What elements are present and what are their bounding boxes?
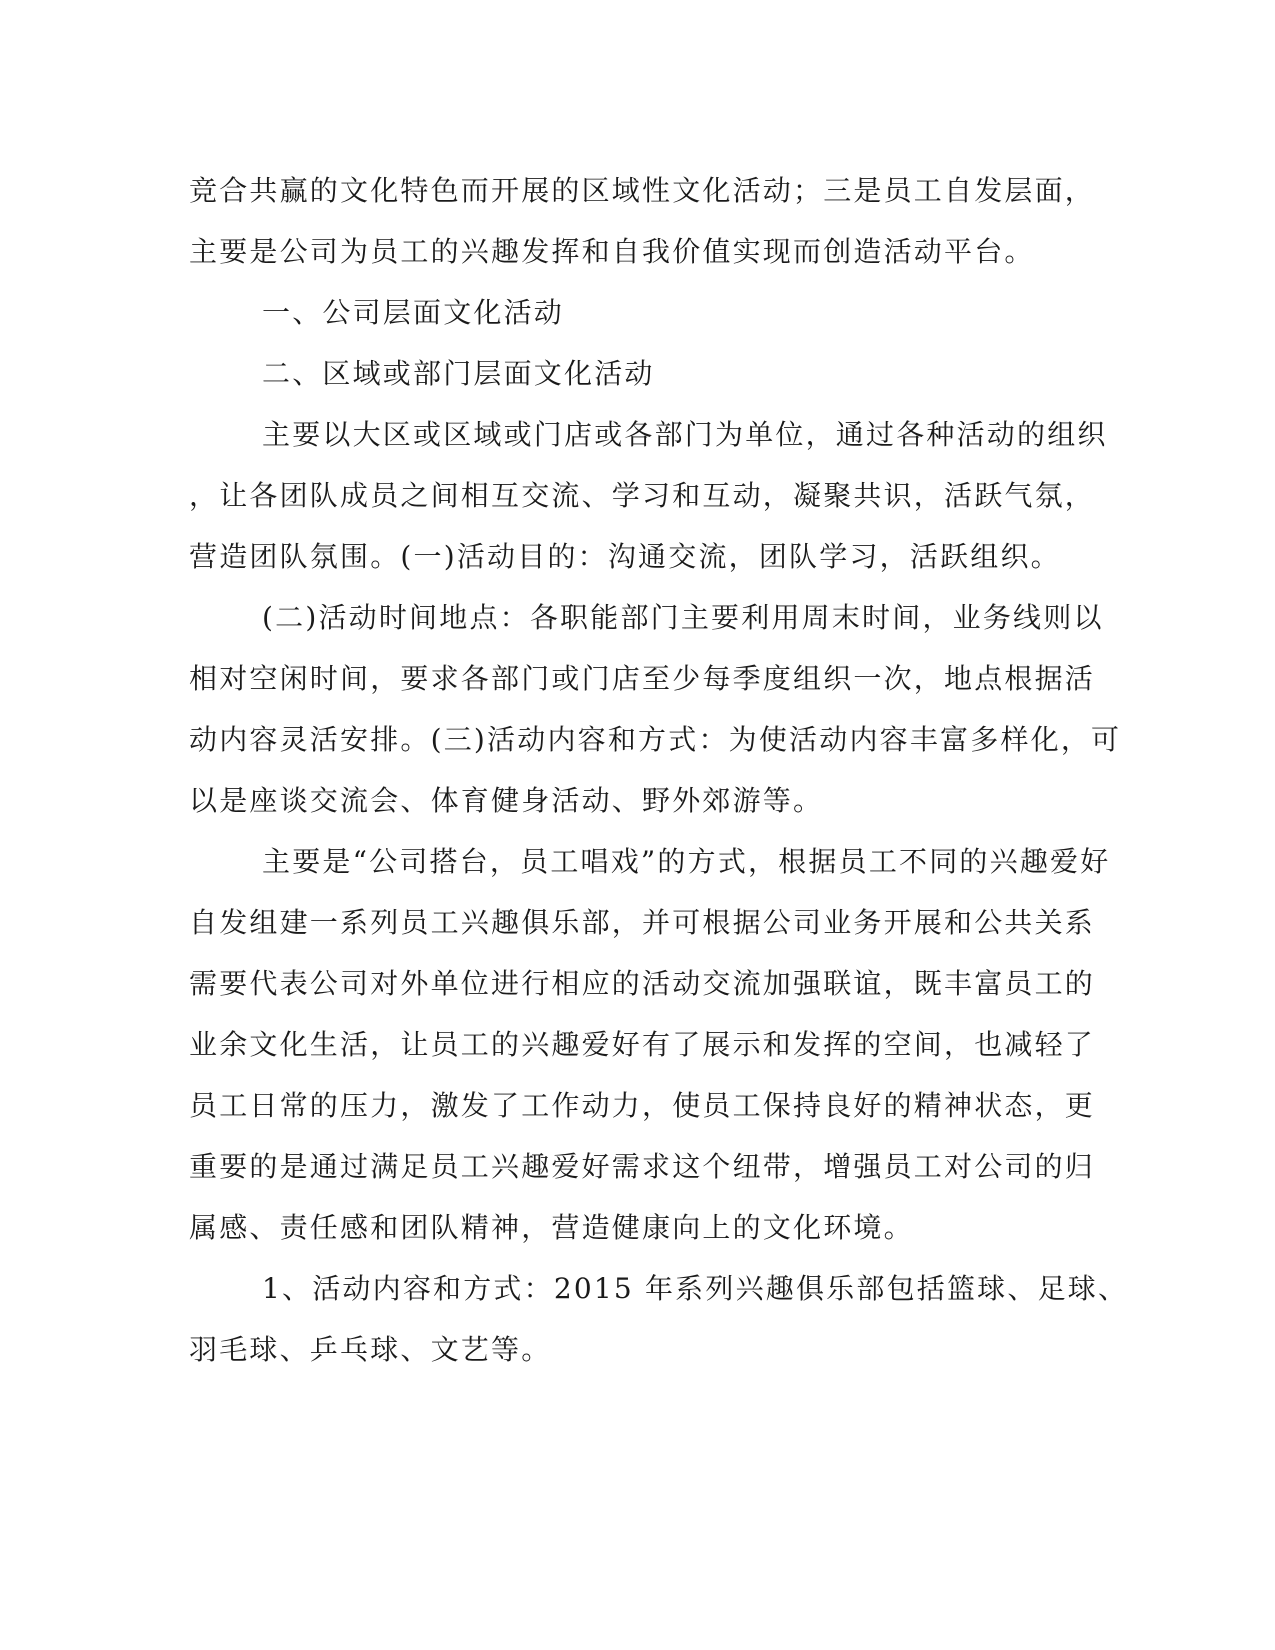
text-line: 以是座谈交流会、体育健身活动、野外郊游等。 [189,784,824,817]
section-heading-company: 一、公司层面文化活动 [262,296,565,329]
text-line: 营造团队氛围。(一)活动目的：沟通交流，团队学习，活跃组织。 [189,540,1061,573]
text-line: 动内容灵活安排。(三)活动内容和方式：为使活动内容丰富多样化，可 [189,723,1122,756]
text-line: ，让各团队成员之间相互交流、学习和互动，凝聚共识，活跃气氛， [189,479,1096,512]
text-line: (二)活动时间地点：各职能部门主要利用周末时间，业务线则以 [262,601,1104,634]
text-line: 属感、责任感和团队精神，营造健康向上的文化环境。 [189,1211,914,1244]
text-line: 羽毛球、乒乓球、文艺等。 [189,1333,552,1366]
section-heading-region: 二、区域或部门层面文化活动 [262,357,655,390]
text-line: 相对空闲时间，要求各部门或门店至少每季度组织一次，地点根据活 [189,662,1096,695]
text-line: 需要代表公司对外单位进行相应的活动交流加强联谊，既丰富员工的 [189,967,1096,1000]
text-line: 竞合共赢的文化特色而开展的区域性文化活动；三是员工自发层面， [189,174,1096,207]
text-line: 员工日常的压力，激发了工作动力，使员工保持良好的精神状态，更 [189,1089,1096,1122]
text-line: 1、活动内容和方式：2015 年系列兴趣俱乐部包括篮球、足球、 [262,1272,1129,1305]
text-line: 自发组建一系列员工兴趣俱乐部，并可根据公司业务开展和公共关系 [189,906,1096,939]
document-body [189,160,1129,1380]
text-line: 主要是“公司搭台，员工唱戏”的方式，根据员工不同的兴趣爱好 [262,845,1111,878]
text-line: 主要是公司为员工的兴趣发挥和自我价值实现而创造活动平台。 [189,235,1035,268]
text-line: 主要以大区或区域或门店或各部门为单位，通过各种活动的组织 [262,418,1108,451]
text-line: 重要的是通过满足员工兴趣爱好需求这个纽带，增强员工对公司的归 [189,1150,1096,1183]
text-line: 业余文化生活，让员工的兴趣爱好有了展示和发挥的空间，也减轻了 [189,1028,1096,1061]
